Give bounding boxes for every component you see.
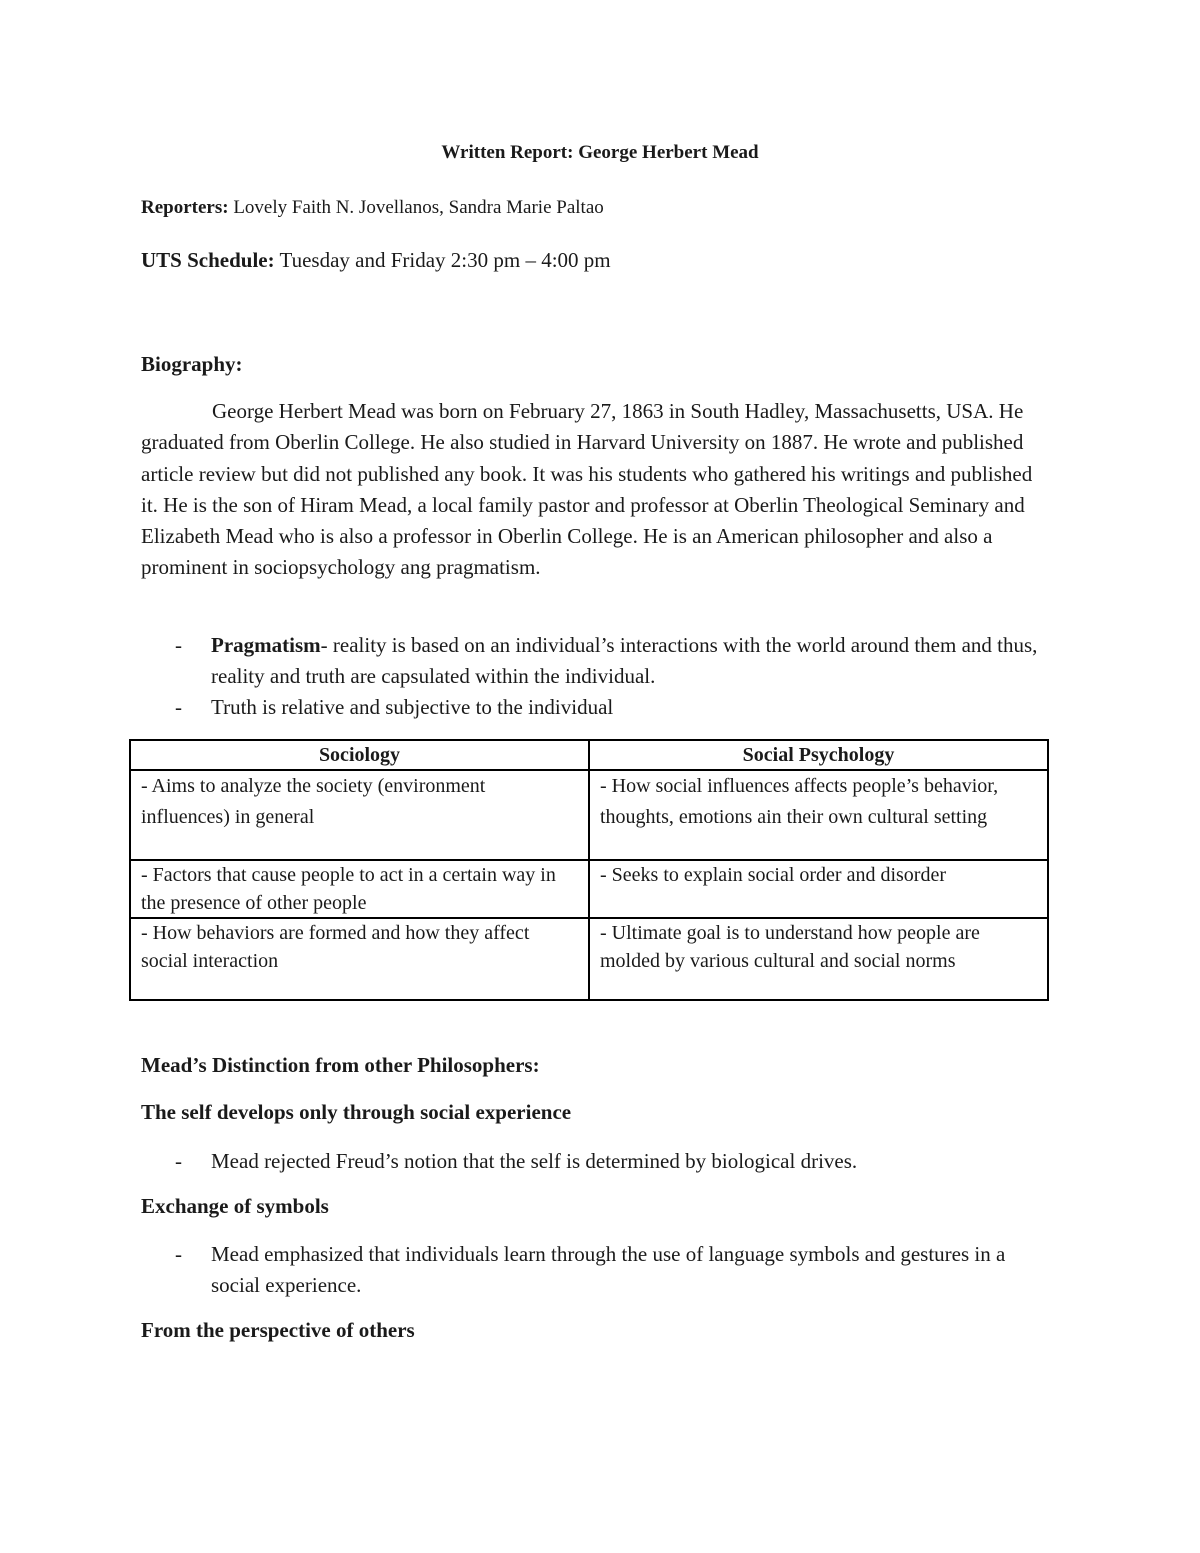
biography-paragraph: George Herbert Mead was born on February 27, 1863 in South Hadley, Massachusetts, USA. He graduated from Oberlin College. He also studied in Harvard University on 1887. He wrote and published article review but did not published any book. It was his students who gathered his writings and published it. He is the son of Hiram Mead, a local family pastor and professor at Oberlin Theological Seminary and Elizabeth Mead who is also a professor in Oberlin College. He is an American philosopher and also a prominent in sociopsychology ang pragmatism. xyxy=(141,399,1033,580)
table-cell: - How behaviors are formed and how they affect social interaction xyxy=(130,918,589,1000)
truth-text: Truth is relative and subjective to the individual xyxy=(211,695,614,719)
self-heading: The self develops only through social experience xyxy=(141,1100,572,1124)
reporters-line xyxy=(141,197,604,219)
bullet-dash: - xyxy=(175,633,182,657)
comparison-table xyxy=(129,739,1049,1001)
reporters-label: Reporters: xyxy=(141,197,229,218)
bullet-dash: - xyxy=(175,1242,182,1266)
truth-bullet xyxy=(141,692,1051,723)
table-cell: - Seeks to explain social order and disorder xyxy=(589,860,1048,918)
document-title: Written Report: George Herbert Mead xyxy=(441,142,759,163)
header-sociology: Sociology xyxy=(130,740,589,770)
table-header-row xyxy=(130,740,1048,770)
table-row xyxy=(130,770,1048,860)
pragmatism-term: Pragmatism xyxy=(211,633,321,657)
distinction-heading: Mead’s Distinction from other Philosophers: xyxy=(141,1053,540,1077)
schedule-value: Tuesday and Friday 2:30 pm – 4:00 pm xyxy=(274,248,611,272)
pragmatism-definition: - reality is based on an individual’s interactions with the world around them and thus, reality and truth are capsulated within the individual. xyxy=(211,633,1038,688)
table-row xyxy=(130,918,1048,1000)
self-bullet-text: Mead rejected Freud’s notion that the self is determined by biological drives. xyxy=(211,1149,858,1173)
bullet-dash: - xyxy=(175,1149,182,1173)
self-bullet xyxy=(141,1146,1051,1177)
header-social-psychology: Social Psychology xyxy=(589,740,1048,770)
symbols-heading: Exchange of symbols xyxy=(141,1194,329,1218)
schedule-line xyxy=(141,248,611,273)
table-cell: - Factors that cause people to act in a certain way in the presence of other people xyxy=(130,860,589,918)
table-cell: - Ultimate goal is to understand how people are molded by various cultural and social norms xyxy=(589,918,1048,1000)
schedule-label: UTS Schedule: xyxy=(141,248,275,272)
biography-heading: Biography: xyxy=(141,352,243,376)
table-cell: - Aims to analyze the society (environment influences) in general xyxy=(130,770,589,860)
symbols-bullet xyxy=(141,1239,1051,1301)
bullet-dash: - xyxy=(175,695,182,719)
pragmatism-text xyxy=(211,630,1051,692)
symbols-bullet-text: Mead emphasized that individuals learn through the use of language symbols and gestures in a social experience. xyxy=(211,1242,1006,1297)
pragmatism-bullet xyxy=(141,630,1051,692)
perspective-heading: From the perspective of others xyxy=(141,1318,415,1342)
reporters-value: Lovely Faith N. Jovellanos, Sandra Marie Paltao xyxy=(228,197,604,218)
table-cell: - How social influences affects people’s behavior, thoughts, emotions ain their own cultural setting xyxy=(589,770,1048,860)
table-row xyxy=(130,860,1048,918)
